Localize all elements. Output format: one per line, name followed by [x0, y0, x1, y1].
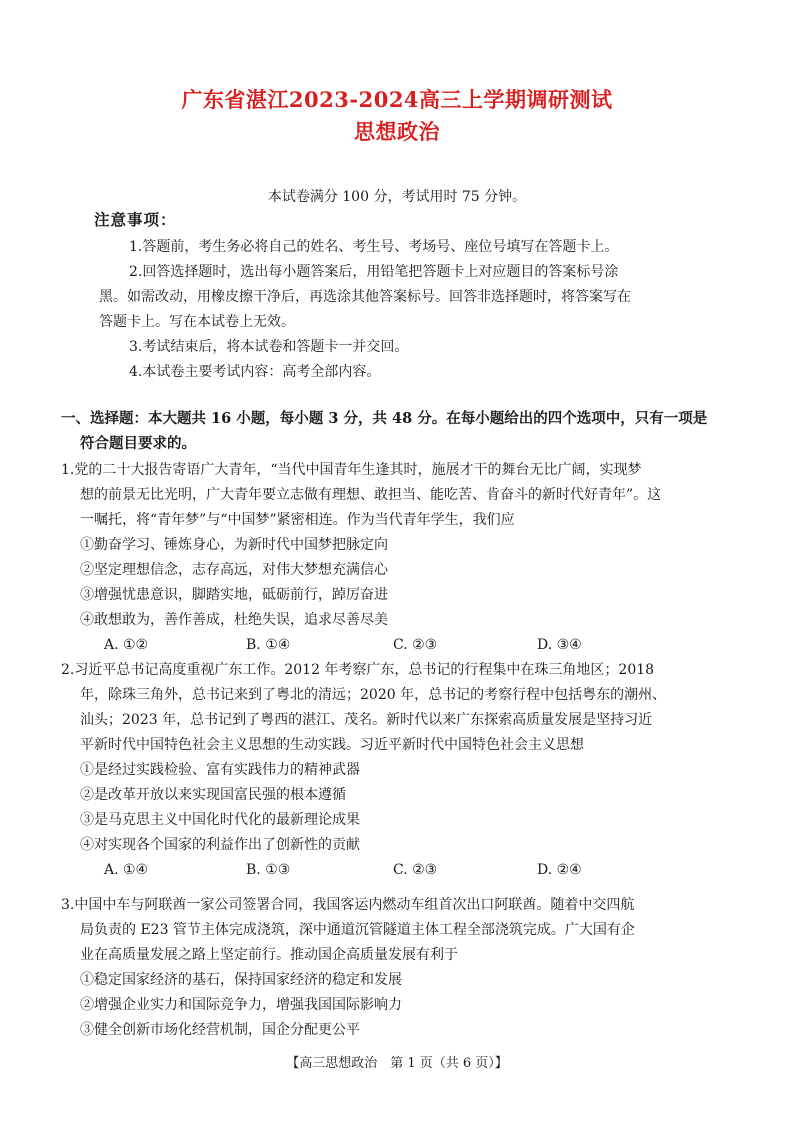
q1-item: ③增强忧患意识，脚踏实地，砥砺前行，踔厉奋进	[80, 587, 388, 603]
q2-stem: 年，除珠三角外，总书记来到了粤北的清远；2020 年，总书记的考察行程中包括粤东的潮州、	[80, 687, 667, 703]
q2-item: ④对实现各个国家的利益作出了创新性的贡献	[80, 837, 360, 853]
q3-stem: 3.中国中车与阿联酋一家公司签署合同，我国客运内燃动车组首次出口阿联酋。随着中交四航	[61, 897, 635, 913]
q2-option-d[interactable]: D. ②④	[537, 862, 582, 878]
notice-line: 3.考试结束后，将本试卷和答题卡一并交回。	[129, 339, 409, 355]
q1-stem: 想的前景无比光明，广大青年要立志做有理想、敢担当、能吃苦、肯奋斗的新时代好青年”。这	[80, 487, 662, 503]
notice-line: 2.回答选择题时，选出每小题答案后，用铅笔把答题卡上对应题目的答案标号涂	[129, 264, 619, 280]
notice-line: 答题卡上。写在本试卷上无效。	[99, 314, 295, 330]
q2-item: ②是改革开放以来实现国富民强的根本遵循	[80, 787, 346, 803]
notice-line: 4.本试卷主要考试内容：高考全部内容。	[129, 364, 381, 380]
q1-option-a[interactable]: A. ①②	[104, 637, 149, 653]
page-footer: 【高三思想政治 第 1 页（共 6 页）】	[286, 1056, 508, 1071]
q3-item: ①稳定国家经济的基石，保持国家经济的稳定和发展	[80, 972, 402, 988]
q2-stem: 汕头；2023 年，总书记到了粤西的湛江、茂名。新时代以来广东探索高质量发展是坚持习近	[80, 712, 653, 728]
notice-heading: 注意事项：	[94, 210, 177, 229]
q2-stem: 平新时代中国特色社会主义思想的生动实践。习近平新时代中国特色社会主义思想	[80, 737, 584, 753]
q2-item: ③是马克思主义中国化时代化的最新理论成果	[80, 812, 360, 828]
q3-item: ③健全创新市场化经营机制，国企分配更公平	[80, 1022, 360, 1038]
q3-item: ②增强企业实力和国际竞争力，增强我国国际影响力	[80, 997, 402, 1013]
notice-line: 黑。如需改动，用橡皮擦干净后，再选涂其他答案标号。回答非选择题时，将答案写在	[99, 289, 631, 305]
q1-item: ②坚定理想信念，志存高远，对伟大梦想充满信心	[80, 562, 388, 578]
notice-line: 1.答题前，考生务必将自己的姓名、考生号、考场号、座位号填写在答题卡上。	[129, 239, 619, 255]
q2-item: ①是经过实践检验、富有实践伟力的精神武器	[80, 762, 360, 778]
q2-option-c[interactable]: C. ②③	[393, 862, 438, 878]
q3-stem: 业在高质量发展之路上坚定前行。推动国企高质量发展有利于	[80, 947, 458, 963]
q1-item: ①勤奋学习、锤炼身心，为新时代中国梦把脉定向	[80, 537, 388, 553]
q2-option-b[interactable]: B. ①③	[246, 862, 291, 878]
q1-options	[0, 636, 794, 654]
q1-stem: 一嘱托，将“青年梦”与“中国梦”紧密相连。作为当代青年学生，我们应	[80, 512, 515, 528]
q1-stem: 1.党的二十大报告寄语广大青年，“当代中国青年生逢其时，施展才干的舞台无比广阔，实现梦	[61, 462, 642, 478]
q3-stem: 局负责的 E23 管节主体完成浇筑，深中通道沉管隧道主体工程全部浇筑完成。广大国有企	[80, 922, 635, 938]
q1-option-c[interactable]: C. ②③	[393, 637, 438, 653]
section-heading: 一、选择题：本大题共 16 小题，每小题 3 分，共 48 分。在每小题给出的四个选项中，只有一项是	[61, 410, 708, 427]
q2-option-a[interactable]: A. ①④	[104, 862, 149, 878]
q2-stem: 2.习近平总书记高度重视广东工作。2012 年考察广东，总书记的行程集中在珠三角地区；2018	[61, 662, 655, 678]
exam-title: 广东省湛江2023-2024高三上学期调研测试	[181, 87, 613, 112]
section-heading-cont: 符合题目要求的。	[80, 435, 196, 452]
exam-info: 本试卷满分 100 分，考试用时 75 分钟。	[267, 189, 527, 205]
subject-title: 思想政治	[354, 119, 440, 144]
q2-options	[0, 861, 794, 879]
q1-option-d[interactable]: D. ③④	[537, 637, 582, 653]
q1-item: ④敢想敢为，善作善成，杜绝失误，追求尽善尽美	[80, 612, 388, 628]
q1-option-b[interactable]: B. ①④	[246, 637, 291, 653]
